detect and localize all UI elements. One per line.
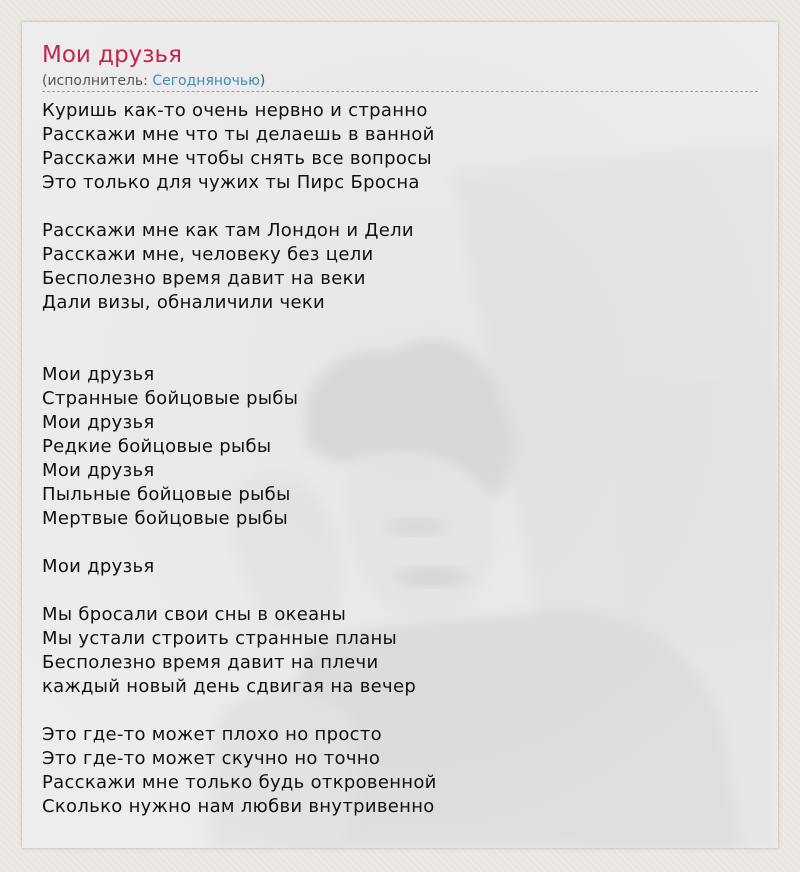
- lyric-line: Бесполезно время давит на плечи: [42, 652, 379, 673]
- lyric-line: Это где-то может скучно но точно: [42, 748, 381, 769]
- lyric-line: Бесполезно время давит на веки: [42, 268, 366, 289]
- lyric-line: Сколько нужно нам любви внутривенно: [42, 796, 435, 817]
- lyric-line: Редкие бойцовые рыбы: [42, 436, 272, 457]
- lyric-line: Это где-то может плохо но просто: [42, 724, 382, 745]
- performer-prefix: (исполнитель:: [42, 73, 153, 89]
- artist-link[interactable]: Сегодняночью: [152, 73, 260, 89]
- stanza-3: [42, 603, 758, 699]
- lyric-line: Расскажи мне чтобы снять все вопросы: [42, 148, 432, 169]
- lyric-line: Мои друзья: [42, 460, 155, 481]
- lyric-line: Расскажи мне, человеку без цели: [42, 244, 374, 265]
- lyric-line: Расскажи мне только будь откровенной: [42, 772, 437, 793]
- lyric-line: Мои друзья: [42, 364, 155, 385]
- song-title: Мои друзья: [42, 42, 182, 68]
- lyric-line: Расскажи мне как там Лондон и Дели: [42, 220, 414, 241]
- lyric-line: Пыльные бойцовые рыбы: [42, 484, 291, 505]
- lyric-line: Мы устали строить странные планы: [42, 628, 398, 649]
- lyric-line: Расскажи мне что ты делаешь в ванной: [42, 124, 435, 145]
- performer-line: [42, 71, 758, 91]
- performer-suffix: ): [259, 73, 266, 89]
- lyric-line: Мертвые бойцовые рыбы: [42, 508, 289, 529]
- lyric-line: Это только для чужих ты Пирс Бросна: [42, 172, 420, 193]
- lyrics-card: [22, 22, 778, 848]
- lyric-line: Дали визы, обналичили чеки: [42, 292, 326, 313]
- lyric-line: Мы бросали свои сны в океаны: [42, 604, 347, 625]
- lyric-line: Странные бойцовые рыбы: [42, 388, 299, 409]
- lyric-line: Мои друзья: [42, 412, 155, 433]
- stanza-4: [42, 723, 758, 819]
- lyrics-content: [42, 40, 758, 843]
- stanza-refrain: [42, 555, 758, 579]
- stanza-chorus: [42, 363, 758, 531]
- lyric-line: Мои друзья: [42, 556, 155, 577]
- stanza-2: [42, 219, 758, 315]
- lyric-line: Куришь как-то очень нервно и странно: [42, 100, 428, 121]
- stanza-1: [42, 99, 758, 195]
- lyrics-text: [42, 99, 758, 819]
- lyric-line: каждый новый день сдвигая на вечер: [42, 676, 417, 697]
- title-divider: [42, 91, 758, 92]
